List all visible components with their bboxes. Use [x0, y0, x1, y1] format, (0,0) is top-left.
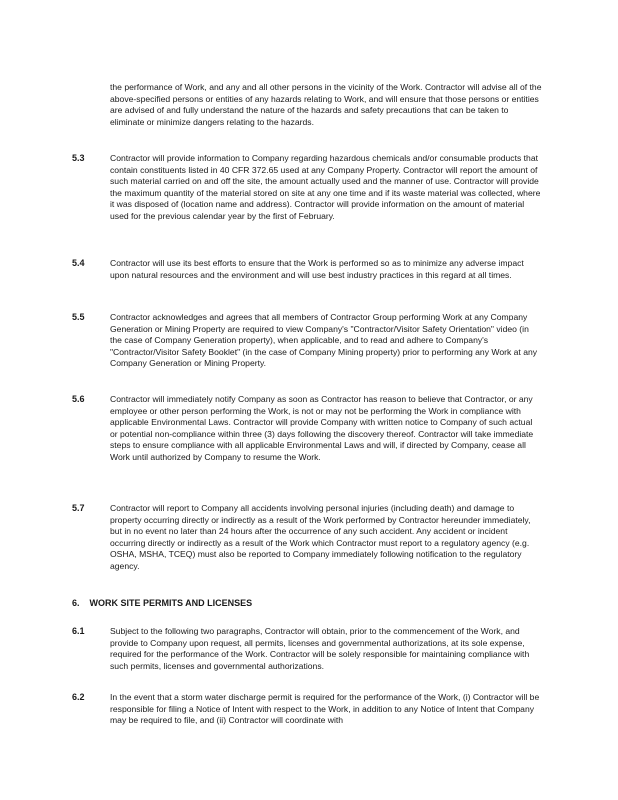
section-5-3-text: Contractor will provide information to Company regarding hazardous chemicals and/or consumable products that contain constituents listed in 40 CFR 372.65 used at any Company Property. Contractor will report the amount of such material carried on and off the site, the amount actually used and the manner of use. Contractor will provide the maximum quantity of the material stored on site at any one time and if its waste material was collected, where it was disposed of (location name and address). Contractor will provide information on the amount of material used for the previous calendar year by the first of February. — [110, 153, 541, 221]
section-5-7-text: Contractor will report to Company all accidents involving personal injuries (including death) and damage to property occurring directly or indirectly as a result of the Work performed by Contractor hereunder immediately, but in no event no later than 24 hours after the occurrence of any such accident. Any accident or incident occurring directly or indirectly as a result of the Work which Contractor must report to a regulatory agency (e.g. OSHA, MSHA, TCEQ) must also be reported to Company immediately following notification to the regulatory agency. — [110, 503, 531, 571]
section-5-4-text: Contractor will use its best efforts to ensure that the Work is performed so as to minimize any adverse impact upon natural resources and the environment and will use best industry practices in this regard at all times. — [110, 258, 524, 280]
section-5-4 — [110, 258, 542, 281]
section-number-5-3: 5.3 — [72, 153, 85, 163]
section-5-6-text: Contractor will immediately notify Company as soon as Contractor has reason to believe that Contractor, or any employee or other person performing the Work, is not or may not be performing the Work in compliance with applicable Environmental Laws. Contractor will provide Company with written notice to Company of such actual or potential non-compliance within three (3) days following the discovery thereof. Contractor will take immediate steps to ensure compliance with all applicable Environmental Laws and will, if directed by Company, cease all Work until authorized by Company to resume the Work. — [110, 394, 534, 462]
section-5-7 — [110, 503, 542, 573]
section-6-2 — [110, 692, 542, 727]
section-number-6-2: 6.2 — [72, 692, 85, 702]
intro-text: the performance of Work, and any and all other persons in the vicinity of the Work. Contractor will advise all of the above-specified persons or entities of any hazards relating to Work, and will ensure that those persons or entities are advised of and fully understand the nature of the hazards and safety precautions that can be taken to eliminate or minimize dangers relating to the hazards. — [110, 82, 542, 127]
section-6-heading: 6. WORK SITE PERMITS AND LICENSES — [72, 598, 253, 608]
section-5-5-text: Contractor acknowledges and agrees that all members of Contractor Group performing Work at any Company Generation or Mining Property are required to view Company's "Contractor/Visitor Safety Orientation" video (in the case of Company Generation property), when applicable, and to read and adhere to Company's "Contractor/Visitor Safety Booklet" (in the case of Company Mining property) prior to performing any Work at any Company Generation or Mining Property. — [110, 312, 538, 369]
section-number-5-4: 5.4 — [72, 258, 85, 268]
section-number-5-5: 5.5 — [72, 312, 85, 322]
section-number-5-7: 5.7 — [72, 503, 85, 513]
section-number-6-1: 6.1 — [72, 626, 85, 636]
intro-paragraph — [110, 82, 542, 128]
section-6-1 — [110, 626, 542, 672]
section-6-1-text: Subject to the following two paragraphs, Contractor will obtain, prior to the commencement of the Work, and provide to Company upon request, all permits, licenses and governmental authorizations, at its sole expense, required for the performance of the Work. Contractor will be solely responsible for maintaining compliance with such permits, licenses and governmental authorizations. — [110, 626, 530, 671]
section-6-2-text: In the event that a storm water discharge permit is required for the performance of the Work, (i) Contractor will be responsible for filing a Notice of Intent with respect to the Work, in addition to any Notice of Intent that Company may be required to file, and (ii) Contractor will coordinate with — [110, 692, 540, 726]
section-number-5-6: 5.6 — [72, 394, 85, 404]
section-5-3 — [110, 153, 542, 223]
section-5-5 — [110, 312, 542, 370]
section-5-6 — [110, 394, 542, 464]
